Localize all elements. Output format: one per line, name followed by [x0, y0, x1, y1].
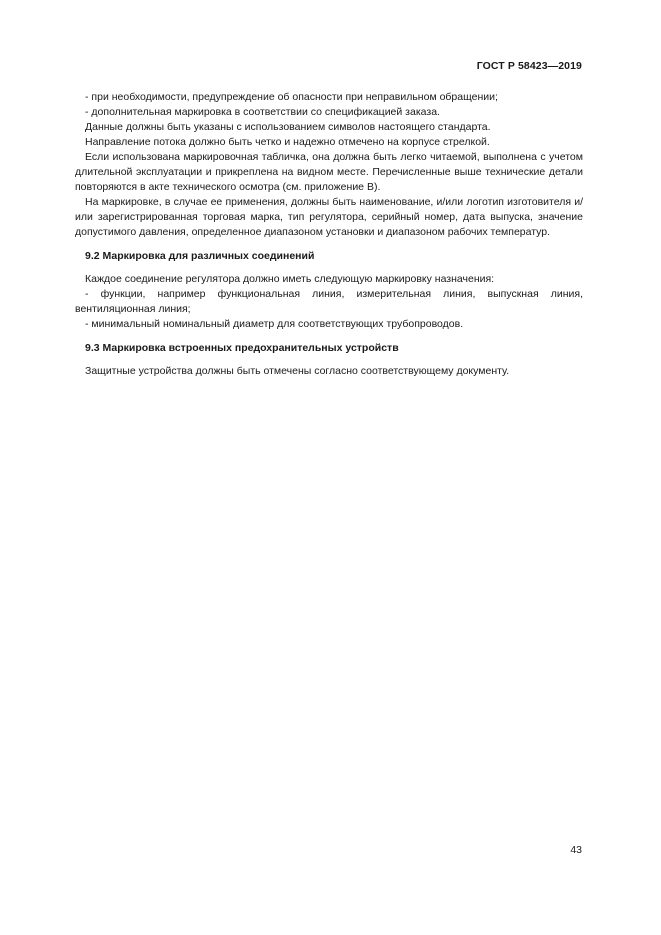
document-standard-header: ГОСТ Р 58423—2019: [476, 60, 582, 72]
list-item-min-diameter: - минимальный номинальный диаметр для соответствующих трубопроводов.: [85, 318, 464, 330]
paragraph-symbols: Данные должны быть указаны с использованием символов настоящего стандарта.: [85, 121, 491, 133]
paragraph-connection-marking: Каждое соединение регулятора должно иметь следующую маркировку назначения:: [85, 273, 495, 285]
list-item-functions: - функции, например функциональная линия, измерительная линия, выпускная линия, вентиляционная линия;: [75, 288, 583, 315]
page-number: 43: [570, 844, 582, 856]
list-item-warning: - при необходимости, предупреждение об опасности при неправильном обращении;: [85, 91, 498, 103]
list-item-additional-marking: - дополнительная маркировка в соответствии со спецификацией заказа.: [85, 106, 440, 118]
paragraph-protective-devices: Защитные устройства должны быть отмечены согласно соответствующему документу.: [85, 365, 510, 377]
paragraph-nameplate: Если использована маркировочная табличка, она должна быть легко читаемой, выполнена с учетом длительной эксплуатации и прикреплена на видном месте. Перечисленные выше технические детали повторяются в акте технического осмотра (см. приложение В).: [75, 151, 583, 193]
paragraph-flow-direction: Направление потока должно быть четко и надежно отмечено на корпусе стрелкой.: [85, 136, 490, 148]
document-body: [75, 90, 583, 379]
section-heading-9-3: 9.3 Маркировка встроенных предохранительных устройств: [85, 342, 399, 354]
section-heading-9-2: 9.2 Маркировка для различных соединений: [85, 250, 315, 262]
paragraph-marking-content: На маркировке, в случае ее применения, должны быть наименование, и/или логотип изготовителя и/или зарегистрированная торговая марка, тип регулятора, серийный номер, дата выпуска, значение допустимого давления, определенное диапазоном установки и диапазоном рабочих температур.: [75, 196, 583, 238]
